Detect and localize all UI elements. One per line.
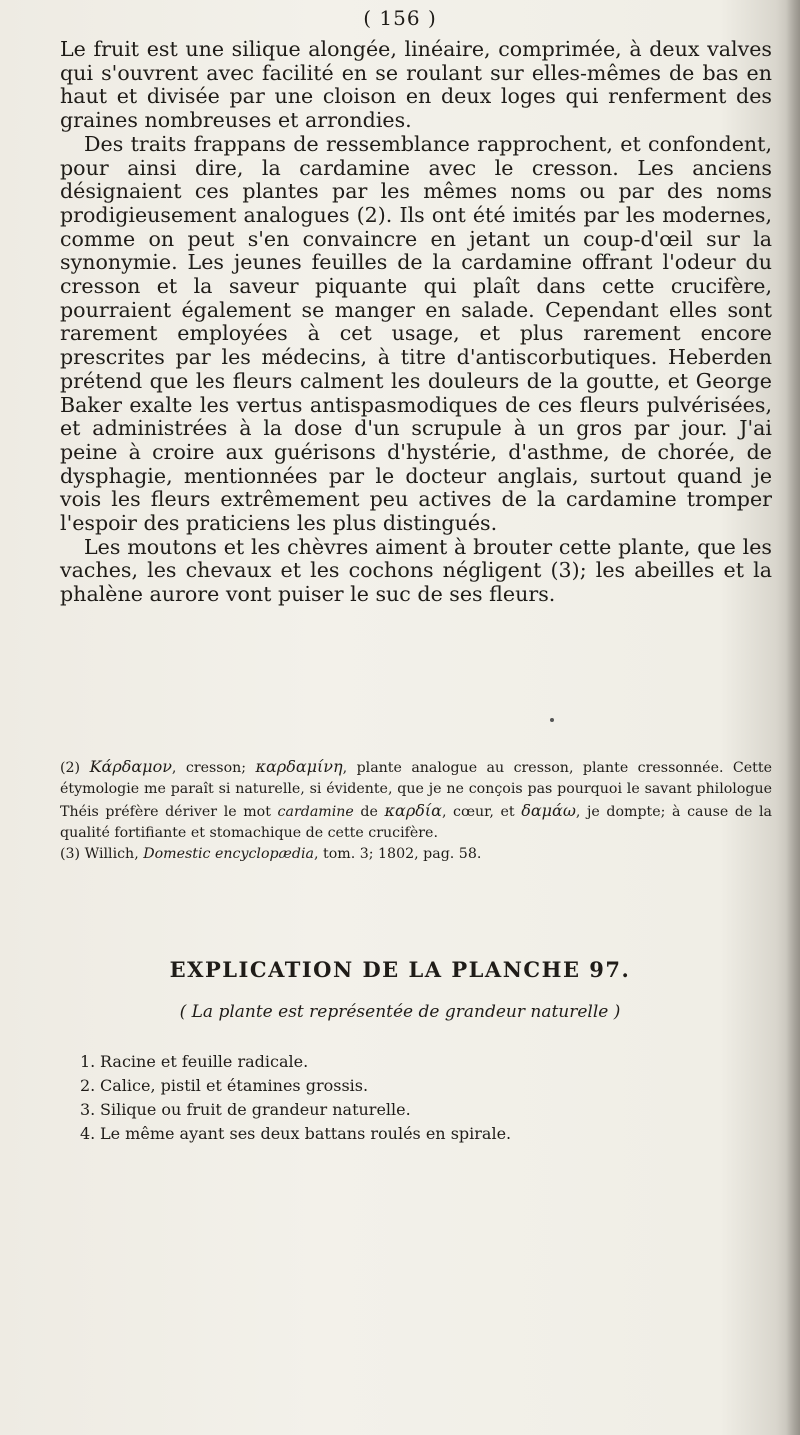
footnote-3-author: Willich, xyxy=(84,846,139,862)
legend-item xyxy=(80,1050,760,1074)
greek-word-kardamine: καρδαμίνη xyxy=(255,757,343,776)
footnotes xyxy=(60,756,772,865)
footnote-3-title: Domestic encyclopædia xyxy=(143,846,314,862)
legend-text: Calice, pistil et étamines grossis. xyxy=(100,1076,369,1095)
page-number: ( 156 ) xyxy=(363,6,437,30)
legend-text: Le même ayant ses deux battans roulés en spirale. xyxy=(100,1124,512,1143)
footnote-2-text-1: , cresson; xyxy=(171,760,247,776)
greek-word-kardamon: Κάρδαμον xyxy=(89,757,172,776)
legend-item xyxy=(80,1122,760,1146)
paragraph-fruit: Le fruit est une silique alongée, linéaire, comprimée, à deux valves qui s'ouvrent avec facilité en se roulant sur elles-mêmes de bas en haut et divisée par une cloison en deux loges qui renferment des graines nombreuses et arrondies. xyxy=(60,37,772,133)
italic-word-cardamine: cardamine xyxy=(277,804,354,820)
legend-number: 4. xyxy=(80,1124,96,1143)
ink-dot xyxy=(550,718,554,722)
footnote-2-text-5: , je dompte; à cause de la qualité fortifiante et stomachique de cette crucifère. xyxy=(60,804,772,841)
footnote-3-rest: , tom. 3; 1802, pag. 58. xyxy=(313,846,482,862)
plate-explanation-subheading: ( La plante est représentée de grandeur naturelle ) xyxy=(179,1002,621,1022)
footnote-2 xyxy=(60,756,772,844)
legend-text: Racine et feuille radicale. xyxy=(100,1052,309,1071)
greek-word-damao: δαμάω xyxy=(521,801,576,820)
legend-number: 3. xyxy=(80,1100,96,1119)
paragraph-animals: Les moutons et les chèvres aiment à brouter cette plante, que les vaches, les chevaux et les cochons négligent (3); les abeilles et la phalène aurore vont puiser le suc de ses fleurs. xyxy=(60,534,772,607)
plate-legend xyxy=(80,1050,760,1146)
legend-text: Silique ou fruit de grandeur naturelle. xyxy=(100,1100,411,1119)
legend-number: 2. xyxy=(80,1076,96,1095)
footnote-3 xyxy=(60,844,772,865)
footnote-2-text-3: de xyxy=(360,804,378,820)
footnote-2-text-2: , plante analogue au cresson, plante cressonnée. Cette étymologie me paraît si naturelle, si évidente, que je ne conçois pas pourquoi le savant philologue Théis préfère dériver le mot xyxy=(60,760,772,820)
paragraph-resemblance: Des traits frappans de ressemblance rapprochent, et confondent, pour ainsi dire, la cardamine avec le cresson. Les anciens désignaient ces plantes par les mêmes noms ou par des noms prodigieusement analogues (2). Ils ont été imités par les modernes, comme on peut s'en convaincre en jetant un coup-d'œil sur la synonymie. Les jeunes feuilles de la cardamine offrant l'odeur du cresson et la saveur piquante qui plaît dans cette crucifère, pourraient également se manger en salade. Cependant elles sont rarement employées à cet usage, et plus rarement encore prescrites par les médecins, à titre d'antiscorbutiques. Heberden prétend que les fleurs calment les douleurs de la goutte, et George Baker exalte les vertus antispasmodiques de ces fleurs pulvérisées, et administrées à la dose d'un scrupule à un gros par jour. J'ai peine à croire aux guérisons d'hystérie, d'asthme, de chorée, de dysphagie, mentionnées par le docteur anglais, surtout quand je vois les fleurs extrêmement peu actives de la cardamine tromper l'espoir des praticiens les plus distingués. xyxy=(60,131,772,536)
legend-item xyxy=(80,1074,760,1098)
main-text xyxy=(60,38,772,607)
footnote-3-mark: (3) xyxy=(60,846,81,862)
footnote-2-mark: (2) xyxy=(60,760,81,776)
legend-number: 1. xyxy=(80,1052,96,1071)
plate-explanation-heading: EXPLICATION DE LA PLANCHE 97. xyxy=(169,957,631,982)
page-edge-shadow xyxy=(786,0,800,1435)
footnote-2-text-4: , cœur, et xyxy=(441,804,515,820)
legend-item xyxy=(80,1098,760,1122)
greek-word-kardia: καρδία xyxy=(384,801,442,820)
